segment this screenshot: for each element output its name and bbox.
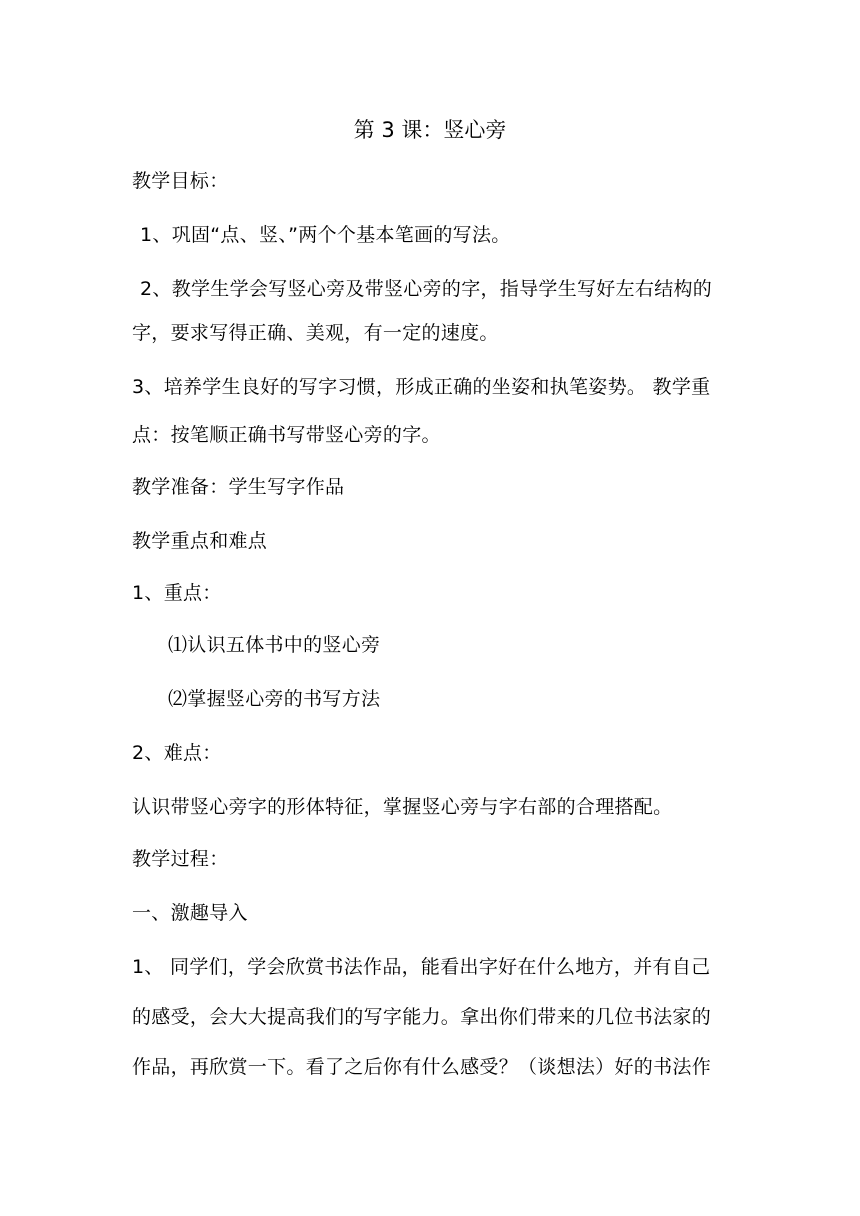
paragraph-1-line-3: 作品，再欣赏一下。看了之后你有什么感受？（谈想法）好的书法作	[132, 1056, 712, 1078]
lesson-title: 第 3 课：竖心旁	[353, 118, 507, 142]
difficulty-heading: 2、难点：	[132, 742, 222, 764]
teaching-preparation: 教学准备：学生写字作品	[132, 476, 345, 498]
paragraph-1-line-2: 的感受，会大大提高我们的写字能力。拿出你们带来的几位书法家的	[132, 1006, 712, 1028]
section-1-heading: 一、激趣导入	[132, 902, 248, 924]
teaching-process-heading: 教学过程：	[132, 848, 229, 870]
difficulty-text: 认识带竖心旁字的形体特征，掌握竖心旁与字右部的合理搭配。	[132, 796, 673, 818]
key-point-2: ⑵掌握竖心旁的书写方法	[168, 688, 381, 710]
key-points-heading: 教学重点和难点	[132, 530, 268, 552]
goal-1: 1、巩固“点、竖、”两个个基本笔画的写法。	[140, 224, 511, 246]
goal-2-line-1: 2、教学生学会写竖心旁及带竖心旁的字，指导学生写好左右结构的	[140, 278, 713, 300]
key-point-1: ⑴认识五体书中的竖心旁	[168, 634, 381, 656]
paragraph-1-line-1: 1、 同学们，学会欣赏书法作品，能看出字好在什么地方，并有自己	[132, 956, 711, 978]
teaching-goals-heading: 教学目标：	[132, 170, 229, 192]
goal-2-line-2: 字，要求写得正确、美观，有一定的速度。	[132, 322, 499, 344]
goal-3-line-2: 点：按笔顺正确书写带竖心旁的字。	[132, 424, 441, 446]
goal-3-line-1: 3、培养学生良好的写字习惯，形成正确的坐姿和执笔姿势。 教学重	[132, 376, 711, 398]
key-point-heading: 1、重点：	[132, 582, 222, 604]
